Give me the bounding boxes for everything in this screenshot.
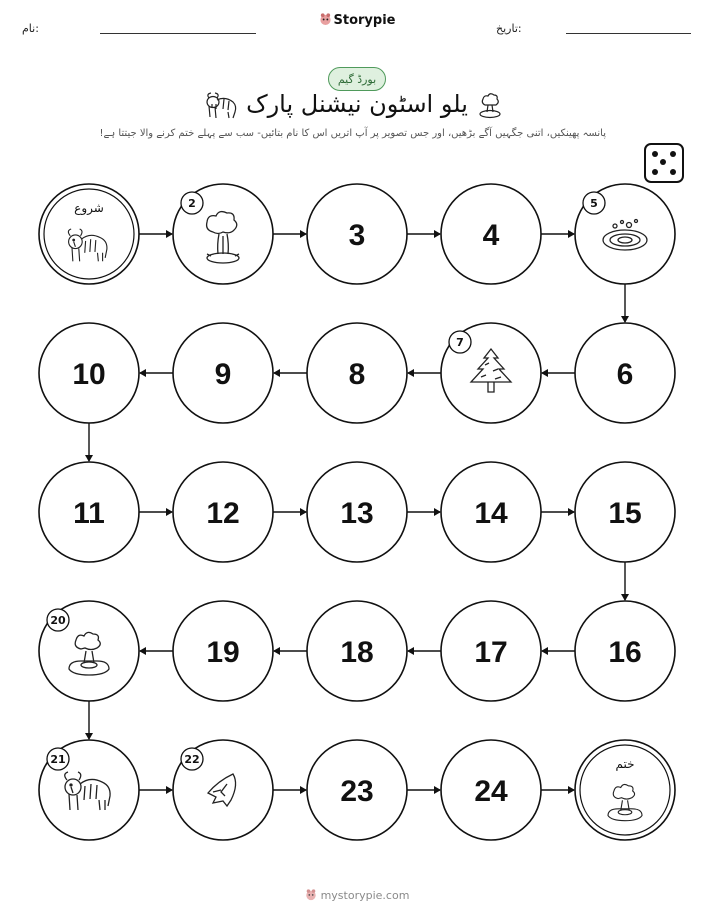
board-cell-17[interactable] [441,601,541,701]
board-game-badge: بورڈ گیم [328,67,386,91]
storypie-logo-icon [305,888,317,901]
board-cell-11[interactable] [39,462,139,562]
cell-number: 9 [214,358,232,391]
cell-number: 4 [482,219,500,252]
cell-number: 15 [608,497,642,530]
cell-number: 20 [50,614,66,627]
cell-number: 3 [348,219,366,252]
page-title: یلو اسٹون نیشنل پارک [246,90,468,118]
board-cell-14[interactable] [441,462,541,562]
board-cell-22[interactable] [173,740,273,840]
board-cell-8[interactable] [307,323,407,423]
board-cell-20[interactable] [39,601,139,701]
cell-number: 24 [474,775,508,808]
date-label: تاریخ: [496,22,522,35]
board-cell-6[interactable] [575,323,675,423]
cell-number: 12 [206,497,240,530]
board-cell-24[interactable] [441,740,541,840]
footer [0,888,714,902]
footer-url: mystorypie.com [320,889,410,902]
board-cell-3[interactable] [307,184,407,284]
cell-number: 22 [184,753,200,766]
cell-number: 13 [340,497,374,530]
cell-number: 23 [340,775,374,808]
cell-circle [575,740,675,840]
board-cell-21[interactable] [39,740,139,840]
board-cell-12[interactable] [173,462,273,562]
cell-number: 8 [348,358,366,391]
cell-number: 17 [474,636,508,669]
board-cell-4[interactable] [441,184,541,284]
cell-number: 7 [456,336,464,349]
board-cell-23[interactable] [307,740,407,840]
board-cell-9[interactable] [173,323,273,423]
board-cell-16[interactable] [575,601,675,701]
board-cell-1[interactable] [39,184,139,284]
board-cell-19[interactable] [173,601,273,701]
cell-number: 19 [206,636,240,669]
board-cell-13[interactable] [307,462,407,562]
cell-number: 10 [72,358,106,391]
instructions-text: پانسہ پھینکیں، اتنی جگہیں آگے بڑھیں، اور جس تصویر پر آپ اتریں اس کا نام بتائیں- سب سے پہلے ختم کرنے والا جیتتا ہے! [99,128,606,139]
board-cell-10[interactable] [39,323,139,423]
cell-number: 16 [608,636,642,669]
cell-number: 2 [188,197,196,210]
start-label: شروع [74,201,104,215]
cell-circle [39,184,139,284]
board-cell-2[interactable] [173,184,273,284]
board-cell-7[interactable] [441,323,541,423]
cell-number: 18 [340,636,374,669]
end-label: ختم [615,757,635,771]
name-label: نام: [22,22,39,35]
board-cell-25[interactable] [575,740,675,840]
cell-number: 6 [616,358,634,391]
cell-number: 21 [50,753,66,766]
cell-number: 11 [73,497,105,530]
brand-name: Storypie [333,13,396,28]
board-cell-5[interactable] [575,184,675,284]
board-cell-18[interactable] [307,601,407,701]
cell-number: 14 [474,497,508,530]
cell-number: 5 [590,197,598,210]
board-cell-15[interactable] [575,462,675,562]
